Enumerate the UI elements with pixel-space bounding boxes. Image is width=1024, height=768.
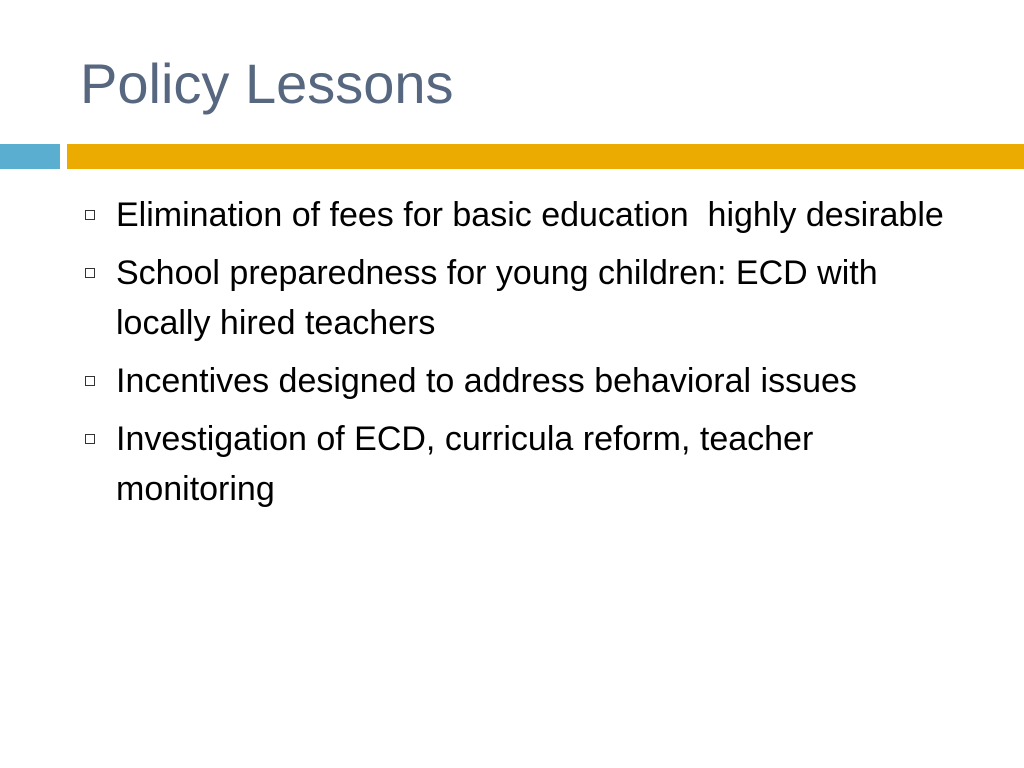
hollow-square-bullet-icon (85, 210, 95, 220)
bullet-item (80, 414, 980, 514)
slide-title: Policy Lessons (80, 52, 454, 115)
bullet-text: Elimination of fees for basic education highly desirable (116, 196, 944, 234)
bullet-text: Investigation of ECD, curricula reform, teacher monitoring (116, 420, 823, 508)
accent-bar-left (0, 144, 60, 169)
hollow-square-bullet-icon (85, 376, 95, 386)
bullet-item (80, 248, 980, 348)
bullet-item (80, 356, 980, 406)
hollow-square-bullet-icon (85, 268, 95, 278)
bullet-item (80, 190, 980, 240)
hollow-square-bullet-icon (85, 434, 95, 444)
bullet-text: School preparedness for young children: ECD with locally hired teachers (116, 254, 888, 342)
bullet-list (80, 190, 980, 522)
bullet-text: Incentives designed to address behavioral issues (116, 362, 857, 400)
accent-bar-right (67, 144, 1024, 169)
